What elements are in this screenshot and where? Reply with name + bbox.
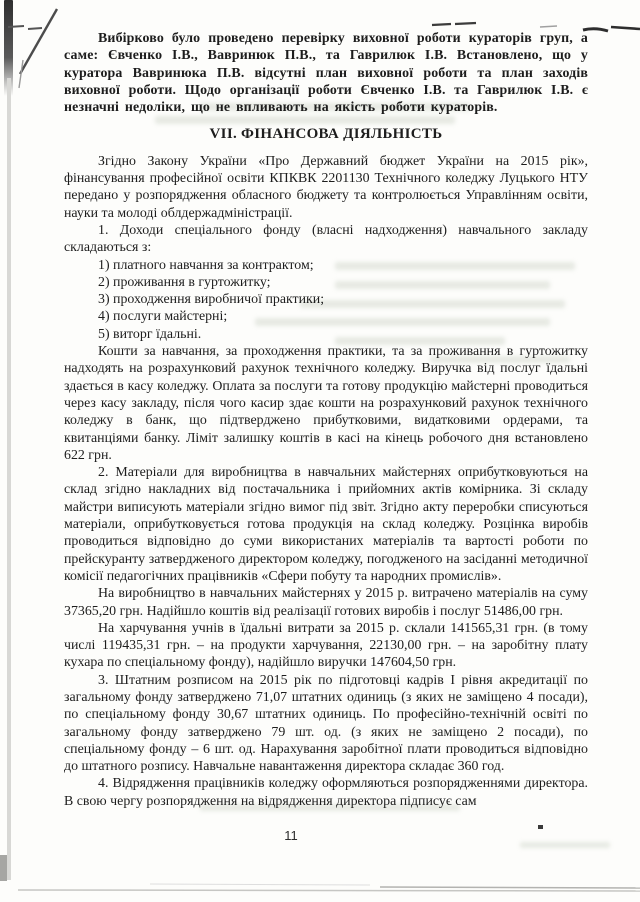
bleedthrough-artifact (520, 842, 610, 848)
pen-dash-artifact (28, 28, 42, 29)
income-list-item: 3) проходження виробничої практики; (98, 292, 325, 308)
paragraph-incomes: 1. Доходи спеціального фонду (власні надходження) навчального закладу складаються з: (64, 222, 588, 256)
scan-bottom-line (18, 890, 640, 891)
paragraph-materials: 2. Матеріали для виробництва в навчальних майстернях оприбутковуються на склад згідно накладних від постачальника і прийомних актів комірника. Зі складу майстри виписують матеріали згідно вимог під звіт. Згідно акту переробки списуються матеріали, оприбутковується готова продукція на склад коледжу. Розцінка виробів проводиться відповідно до суми використаних матеріалів та вартості роботи по прейскуранту затвердженого директором коледжу, погодженого на засіданні методичної комісії педагогічних працівників «Сфери побуту та народних промислів». (64, 465, 588, 584)
scan-dash-artifact (540, 26, 557, 27)
section-heading: VII. ФІНАНСОВА ДІЯЛЬНІСТЬ (209, 126, 443, 143)
document-body (64, 30, 588, 810)
page-number: 11 (284, 828, 298, 843)
income-list-item: 5) виторг їдальні. (98, 326, 202, 342)
scan-edge-dark-band (4, 0, 13, 96)
scan-edge-bottom-block (0, 855, 7, 881)
intro-paragraph: Вибірково було проведено перевірку виховної роботи кураторів груп, а саме: Євченко І.В., Вавринюк П.В., та Гаврилюк І.В. Встановлено, що у куратора Вавринюка П.В. відсутні план виховної роботи та план заходів виховної роботи. Щодо організації роботи Євченко І.В. та Гаврилюк І.В. є незначні недоліки, що не впливають на якість роботи кураторів. (64, 31, 588, 116)
pen-stroke-artifact (20, 9, 57, 74)
income-list-item: 4) послуги майстерні; (98, 309, 228, 325)
income-list-item: 1) платного навчання за контрактом; (98, 257, 314, 273)
paragraph-trips: 4. Відрядження працівників коледжу оформляються розпорядженнями директора. В свою чергу розпорядження на відрядження директора підписує сам (64, 776, 588, 809)
pen-dash-artifact (8, 26, 24, 27)
scan-bottom-line (150, 884, 370, 885)
scan-dash-artifact (455, 23, 476, 24)
scan-dash-artifact (611, 27, 640, 29)
pen-stroke-artifact (19, 60, 23, 88)
scan-edge-shadow-line (7, 78, 11, 880)
paragraph-production: На виробництво в навчальних майстернях у 2015 р. витрачено матеріалів на суму 37365,20 грн. Надійшло коштів від реалізації готових виробів і послуг 51486,00 грн. (64, 586, 588, 619)
paragraph-funds: Кошти за навчання, за проходження практики, та за проживання в гуртожитку надходять на розрахунковий рахунок технічного коледжу. Виручка від послуг їдальні здається в касу коледжу. Оплата за послуги та готову продукцію майстерні проводиться через касу закладу, після чого касир здає кошти на розрахунковий рахунок технічного коледжу в банк, що підтверджено прибутковими, видатковими ордерами, та квитанціями банку. Ліміт залишку коштів в касі на кінець робочого дня встановлено 622 грн. (64, 344, 588, 463)
scan-dash-artifact (432, 24, 451, 25)
paragraph-staff: 3. Штатним розписом на 2015 рік по підготовці кадрів І рівня акредитації по загальному фонду затверджено 71,07 штатних одиниць (з яких не заміщено 4 посади), по спеціальному фонду 30,67 штатних одиниць. По професійно-технічній освіті по загальному фонду затверджено 79 шт. од. (з яких не заміщено 2 посади), по спеціальному фонду – 6 шт. од. Нарахування заробітної плати проводиться відповідно до штатного розпису. Навчальне навантаження директора складає 360 год. (64, 672, 588, 775)
income-list-item: 2) проживання в гуртожитку; (98, 274, 271, 290)
paragraph-budget: Згідно Закону України «Про Державний бюджет України на 2015 рік», фінансування професійної освіти КПКВК 2201130 Технічного коледжу Луцького НТУ передано у розпорядження обласного бюджету та контролюється Управлінням освіти, науки та молоді облдержадміністрації. (64, 153, 588, 221)
scan-bottom-line (380, 887, 640, 888)
paragraph-meals: На харчування учнів в їдальні витрати за 2015 р. склали 141565,31 грн. (в тому числі 119435,31 грн. – на продукти харчування, 22130,00 грн. – на заробітну плату кухара по спеціальному фонду), надійшло виручки 147604,50 грн. (64, 620, 588, 671)
ink-dot-artifact (538, 825, 543, 829)
